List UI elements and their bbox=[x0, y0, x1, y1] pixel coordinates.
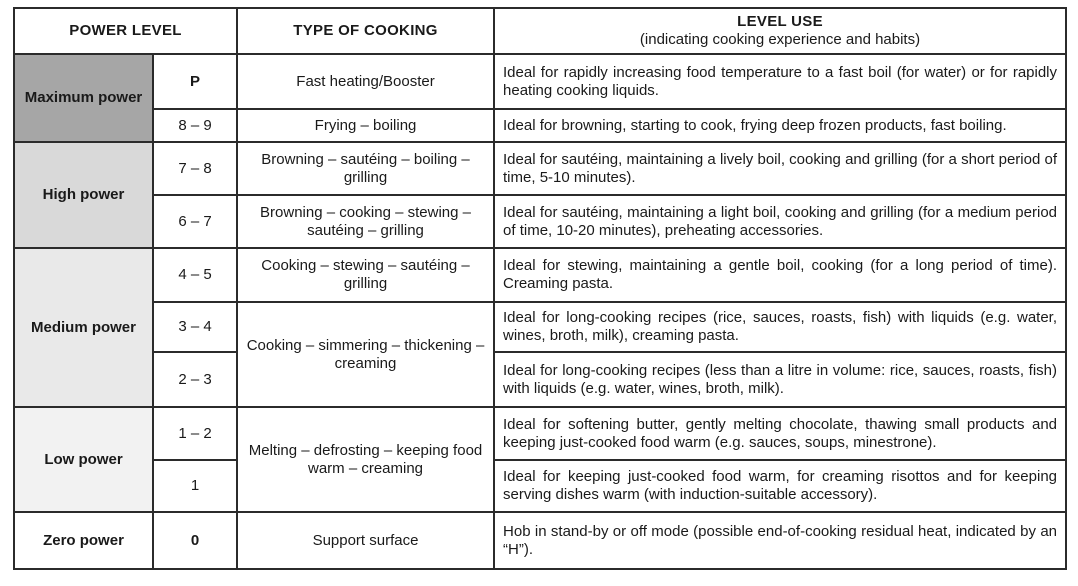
level-use-cell: Ideal for stewing, maintaining a gentle boil, cooking (for a long period of time). Creaming pasta. bbox=[494, 248, 1066, 302]
level-cell: 8 – 9 bbox=[153, 109, 237, 142]
table-row bbox=[14, 352, 1066, 407]
group-maximum-power: Maximum power bbox=[14, 54, 153, 142]
level-use-cell: Ideal for long-cooking recipes (rice, sauces, roasts, fish) with liquids (e.g. water, wines, broth, milk), creaming pasta. bbox=[494, 302, 1066, 352]
cooking-type-cell: Cooking – stewing – sautéing – grilling bbox=[237, 248, 494, 302]
table-row bbox=[14, 195, 1066, 248]
header-level-use bbox=[494, 8, 1066, 54]
level-cell: 1 – 2 bbox=[153, 407, 237, 460]
level-cell: 7 – 8 bbox=[153, 142, 237, 195]
table-row bbox=[14, 54, 1066, 109]
header-row bbox=[14, 8, 1066, 54]
power-level-table-wrapper bbox=[13, 7, 1067, 570]
level-cell: 2 – 3 bbox=[153, 352, 237, 407]
level-use-cell: Ideal for rapidly increasing food temperature to a fast boil (for water) or for rapidly heating cooking liquids. bbox=[494, 54, 1066, 109]
level-cell: 6 – 7 bbox=[153, 195, 237, 248]
cooking-type-cell: Frying – boiling bbox=[237, 109, 494, 142]
level-use-cell: Ideal for softening butter, gently melting chocolate, thawing small products and keeping just-cooked food warm (e.g. sauces, soups, minestrone). bbox=[494, 407, 1066, 460]
level-use-cell: Ideal for sautéing, maintaining a lively boil, cooking and grilling (for a short period of time, 5-10 minutes). bbox=[494, 142, 1066, 195]
table-row bbox=[14, 142, 1066, 195]
level-cell: 1 bbox=[153, 460, 237, 512]
level-use-cell: Ideal for long-cooking recipes (less than a litre in volume: rice, sauces, roasts, fish) with liquids (e.g. water, wines, broth, milk). bbox=[494, 352, 1066, 407]
table-row bbox=[14, 407, 1066, 460]
header-level-use-title: LEVEL USE bbox=[737, 13, 823, 30]
header-level-use-subtitle: (indicating cooking experience and habits) bbox=[639, 31, 921, 48]
level-cell: 3 – 4 bbox=[153, 302, 237, 352]
level-use-cell: Hob in stand-by or off mode (possible end-of-cooking residual heat, indicated by an “H”). bbox=[494, 512, 1066, 569]
group-zero-power: Zero power bbox=[14, 512, 153, 569]
cooking-type-cell: Browning – sautéing – boiling – grilling bbox=[237, 142, 494, 195]
header-type-of-cooking: TYPE OF COOKING bbox=[237, 8, 494, 54]
level-use-cell: Ideal for browning, starting to cook, frying deep frozen products, fast boiling. bbox=[494, 109, 1066, 142]
group-low-power: Low power bbox=[14, 407, 153, 512]
cooking-type-cell: Cooking – simmering – thickening – creaming bbox=[237, 302, 494, 407]
table-row bbox=[14, 302, 1066, 352]
level-cell: P bbox=[153, 54, 237, 109]
header-power-level: POWER LEVEL bbox=[14, 8, 237, 54]
level-use-cell: Ideal for sautéing, maintaining a light boil, cooking and grilling (for a medium period of time, 10-20 minutes), preheating accessories. bbox=[494, 195, 1066, 248]
cooking-type-cell: Melting – defrosting – keeping food warm – creaming bbox=[237, 407, 494, 512]
cooking-type-cell: Browning – cooking – stewing – sautéing – grilling bbox=[237, 195, 494, 248]
table-row bbox=[14, 512, 1066, 569]
level-cell: 4 – 5 bbox=[153, 248, 237, 302]
table-row bbox=[14, 109, 1066, 142]
cooking-type-cell: Support surface bbox=[237, 512, 494, 569]
table-row bbox=[14, 460, 1066, 512]
power-level-table bbox=[13, 7, 1067, 570]
level-use-cell: Ideal for keeping just-cooked food warm, for creaming risottos and for keeping serving dishes warm (with induction-suitable accessory). bbox=[494, 460, 1066, 512]
table-row bbox=[14, 248, 1066, 302]
cooking-type-cell: Fast heating/Booster bbox=[237, 54, 494, 109]
group-medium-power: Medium power bbox=[14, 248, 153, 407]
group-high-power: High power bbox=[14, 142, 153, 248]
level-cell: 0 bbox=[153, 512, 237, 569]
